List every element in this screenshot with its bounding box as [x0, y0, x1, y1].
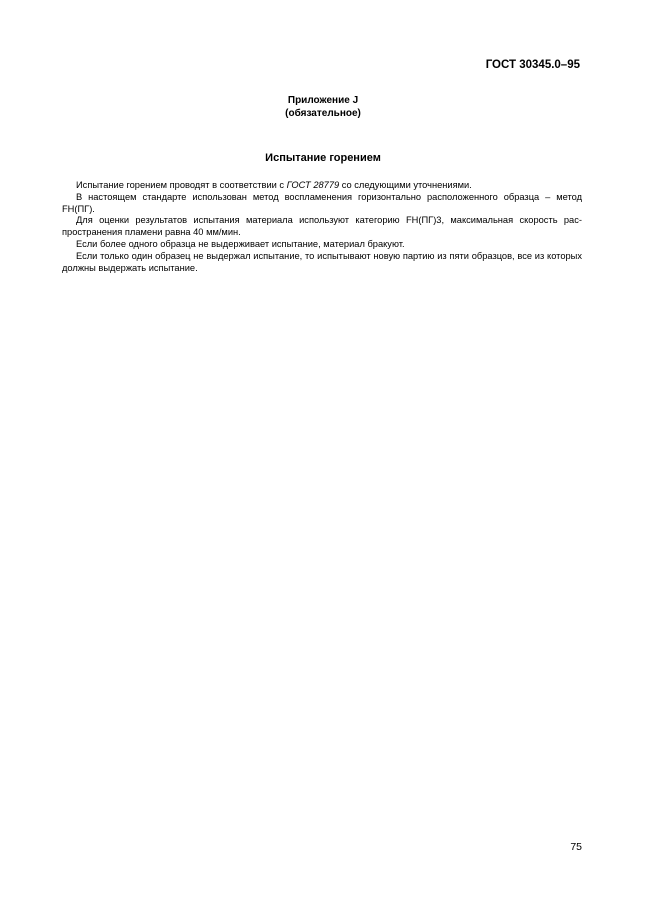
paragraph-1-tail: со следующими уточнениями. [339, 180, 472, 190]
paragraph-2: В настоящем стандарте использован метод воспламенения горизонтально расположенного образца – метод FH(ПГ). [62, 191, 582, 214]
paragraph-3: Для оценки результатов испытания материала используют категорию FH(ПГ)3, максимальная скорость распространения пламени равна 40 мм/мин. [62, 215, 582, 238]
appendix-status: (обязательное) [285, 108, 361, 119]
document-number: ГОСТ 30345.0–95 [485, 59, 580, 71]
page-number: 75 [570, 841, 582, 853]
standard-reference: ГОСТ 28779 [286, 180, 340, 190]
paragraph-1 [62, 180, 582, 192]
paragraph-5: Если только один образец не выдержал испытание, то испытывают новую партию из пяти образцов, все из которых должны выдержать испытание. [62, 250, 582, 273]
paragraph-4: Если более одного образца не выдерживает испытание, материал бракуют. [76, 238, 405, 249]
paragraph-1-lead: Испытание горением проводят в соответствии с [76, 180, 287, 190]
appendix-title: Приложение J [287, 95, 359, 106]
section-title: Испытание горением [265, 152, 381, 164]
appendix-heading [0, 94, 646, 120]
body-text [62, 180, 582, 274]
